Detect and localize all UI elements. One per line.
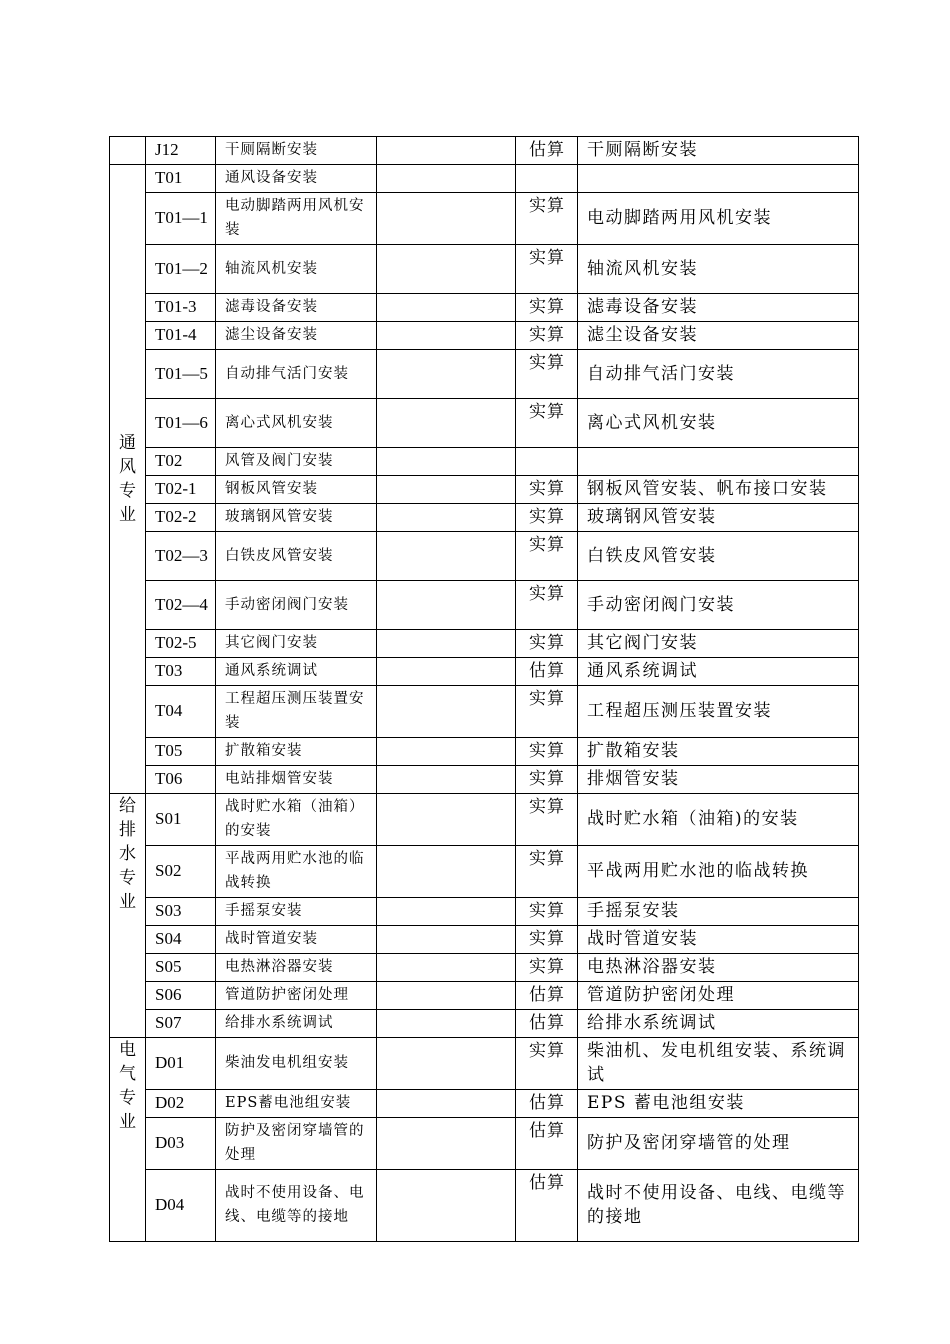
table-row xyxy=(110,245,859,294)
calc-method-cell: 实算 xyxy=(516,193,578,245)
table-row xyxy=(110,738,859,766)
item-name-cell: 管道防护密闭处理 xyxy=(216,982,377,1010)
item-code-cell: T01-3 xyxy=(146,294,216,322)
table-row xyxy=(110,898,859,926)
item-name-cell: 离心式风机安装 xyxy=(216,399,377,448)
blank-cell xyxy=(377,137,516,165)
blank-cell xyxy=(377,686,516,738)
item-code-cell: D01 xyxy=(146,1038,216,1090)
blank-cell xyxy=(377,1010,516,1038)
item-name-cell: 滤毒设备安装 xyxy=(216,294,377,322)
blank-cell xyxy=(377,193,516,245)
item-name-cell: 电热淋浴器安装 xyxy=(216,954,377,982)
group-cell-electrical xyxy=(110,1038,146,1242)
item-content-cell: 轴流风机安装 xyxy=(578,245,859,294)
item-name-cell: 白铁皮风管安装 xyxy=(216,532,377,581)
blank-cell xyxy=(377,581,516,630)
blank-cell xyxy=(377,1038,516,1090)
table-row xyxy=(110,982,859,1010)
blank-cell xyxy=(377,1118,516,1170)
calc-method-cell: 实算 xyxy=(516,1038,578,1090)
item-code-cell: T05 xyxy=(146,738,216,766)
blank-cell xyxy=(377,448,516,476)
table-row xyxy=(110,165,859,193)
item-content-cell: 玻璃钢风管安装 xyxy=(578,504,859,532)
table-row xyxy=(110,476,859,504)
item-code-cell: T04 xyxy=(146,686,216,738)
item-name-cell: EPS蓄电池组安装 xyxy=(216,1090,377,1118)
calc-method-cell: 估算 xyxy=(516,658,578,686)
table-row xyxy=(110,350,859,399)
item-name-cell: 风管及阀门安装 xyxy=(216,448,377,476)
calc-method-cell: 实算 xyxy=(516,504,578,532)
item-content-cell: 离心式风机安装 xyxy=(578,399,859,448)
blank-cell xyxy=(377,926,516,954)
item-code-cell: T02-5 xyxy=(146,630,216,658)
item-name-cell: 手动密闭阀门安装 xyxy=(216,581,377,630)
table-row xyxy=(110,1038,859,1090)
calc-method-cell: 实算 xyxy=(516,846,578,898)
item-name-cell: 钢板风管安装 xyxy=(216,476,377,504)
item-content-cell: 柴油机、发电机组安装、系统调试 xyxy=(578,1038,859,1090)
calc-method-cell: 实算 xyxy=(516,686,578,738)
blank-cell xyxy=(377,766,516,794)
item-code-cell: T01—1 xyxy=(146,193,216,245)
item-name-cell: 通风系统调试 xyxy=(216,658,377,686)
blank-cell xyxy=(377,504,516,532)
calc-method-cell: 实算 xyxy=(516,476,578,504)
blank-cell xyxy=(377,476,516,504)
table-row xyxy=(110,137,859,165)
calc-method-cell: 实算 xyxy=(516,766,578,794)
blank-cell xyxy=(377,350,516,399)
blank-cell xyxy=(377,399,516,448)
item-code-cell: J12 xyxy=(146,137,216,165)
table-row xyxy=(110,686,859,738)
blank-cell xyxy=(377,322,516,350)
item-content-cell: 白铁皮风管安装 xyxy=(578,532,859,581)
blank-cell xyxy=(377,630,516,658)
item-code-cell: T02-1 xyxy=(146,476,216,504)
item-name-cell: 轴流风机安装 xyxy=(216,245,377,294)
item-name-cell: 战时管道安装 xyxy=(216,926,377,954)
item-code-cell: T03 xyxy=(146,658,216,686)
item-code-cell: D02 xyxy=(146,1090,216,1118)
table-row xyxy=(110,1010,859,1038)
table-row xyxy=(110,766,859,794)
item-code-cell: T06 xyxy=(146,766,216,794)
item-code-cell: S06 xyxy=(146,982,216,1010)
item-content-cell: 通风系统调试 xyxy=(578,658,859,686)
group-label: 电气专业 xyxy=(119,1040,136,1132)
group-cell-ventilation xyxy=(110,165,146,794)
group-label: 通风专业 xyxy=(119,433,136,525)
calc-method-cell: 估算 xyxy=(516,1010,578,1038)
blank-cell xyxy=(377,1170,516,1242)
calc-method-cell: 估算 xyxy=(516,1118,578,1170)
item-code-cell: T01 xyxy=(146,165,216,193)
item-name-cell: 扩散箱安装 xyxy=(216,738,377,766)
item-content-cell xyxy=(578,165,859,193)
calc-method-cell: 实算 xyxy=(516,322,578,350)
item-content-cell: 其它阀门安装 xyxy=(578,630,859,658)
calc-method-cell: 实算 xyxy=(516,794,578,846)
calc-method-cell: 实算 xyxy=(516,350,578,399)
item-name-cell: 自动排气活门安装 xyxy=(216,350,377,399)
item-name-cell: 工程超压测压装置安装 xyxy=(216,686,377,738)
item-name-cell: 柴油发电机组安装 xyxy=(216,1038,377,1090)
calc-method-cell: 估算 xyxy=(516,137,578,165)
item-content-cell: 自动排气活门安装 xyxy=(578,350,859,399)
item-name-cell: 战时不使用设备、电线、电缆等的接地 xyxy=(216,1170,377,1242)
blank-cell xyxy=(377,982,516,1010)
item-name-cell: 滤尘设备安装 xyxy=(216,322,377,350)
table-row xyxy=(110,954,859,982)
calc-method-cell: 实算 xyxy=(516,581,578,630)
calc-method-cell: 实算 xyxy=(516,532,578,581)
item-code-cell: T02 xyxy=(146,448,216,476)
item-name-cell: 防护及密闭穿墙管的处理 xyxy=(216,1118,377,1170)
item-content-cell: 手动密闭阀门安装 xyxy=(578,581,859,630)
table-row xyxy=(110,926,859,954)
item-content-cell: 滤毒设备安装 xyxy=(578,294,859,322)
table-row xyxy=(110,193,859,245)
item-code-cell: S05 xyxy=(146,954,216,982)
item-content-cell: 电热淋浴器安装 xyxy=(578,954,859,982)
calc-method-cell: 估算 xyxy=(516,1170,578,1242)
item-name-cell: 玻璃钢风管安装 xyxy=(216,504,377,532)
item-content-cell: EPS 蓄电池组安装 xyxy=(578,1090,859,1118)
table-row xyxy=(110,532,859,581)
item-content-cell: 手摇泵安装 xyxy=(578,898,859,926)
engineering-item-table xyxy=(109,136,859,1242)
blank-cell xyxy=(377,794,516,846)
calc-method-cell: 实算 xyxy=(516,630,578,658)
item-name-cell: 其它阀门安装 xyxy=(216,630,377,658)
table-row xyxy=(110,1118,859,1170)
item-content-cell: 平战两用贮水池的临战转换 xyxy=(578,846,859,898)
calc-method-cell xyxy=(516,165,578,193)
group-cell-water xyxy=(110,794,146,1038)
item-code-cell: S03 xyxy=(146,898,216,926)
table-row xyxy=(110,504,859,532)
blank-cell xyxy=(377,294,516,322)
item-content-cell: 战时贮水箱（油箱)的安装 xyxy=(578,794,859,846)
blank-cell xyxy=(377,1090,516,1118)
item-code-cell: T01—2 xyxy=(146,245,216,294)
table-row xyxy=(110,448,859,476)
item-content-cell xyxy=(578,448,859,476)
item-code-cell: T01-4 xyxy=(146,322,216,350)
blank-cell xyxy=(377,846,516,898)
table-row xyxy=(110,399,859,448)
item-content-cell: 滤尘设备安装 xyxy=(578,322,859,350)
item-code-cell: T02—3 xyxy=(146,532,216,581)
item-content-cell: 钢板风管安装、帆布接口安装 xyxy=(578,476,859,504)
calc-method-cell: 估算 xyxy=(516,982,578,1010)
item-content-cell: 防护及密闭穿墙管的处理 xyxy=(578,1118,859,1170)
calc-method-cell: 实算 xyxy=(516,954,578,982)
table-row xyxy=(110,294,859,322)
item-content-cell: 管道防护密闭处理 xyxy=(578,982,859,1010)
item-name-cell: 干厕隔断安装 xyxy=(216,137,377,165)
item-code-cell: T01—5 xyxy=(146,350,216,399)
item-name-cell: 平战两用贮水池的临战转换 xyxy=(216,846,377,898)
item-code-cell: T01—6 xyxy=(146,399,216,448)
item-code-cell: S01 xyxy=(146,794,216,846)
item-content-cell: 干厕隔断安装 xyxy=(578,137,859,165)
blank-cell xyxy=(377,898,516,926)
calc-method-cell: 实算 xyxy=(516,738,578,766)
calc-method-cell: 实算 xyxy=(516,399,578,448)
table-row xyxy=(110,1090,859,1118)
blank-cell xyxy=(377,954,516,982)
item-name-cell: 电站排烟管安装 xyxy=(216,766,377,794)
group-label: 给排水专业 xyxy=(119,796,136,912)
table-row xyxy=(110,322,859,350)
calc-method-cell xyxy=(516,448,578,476)
item-content-cell: 排烟管安装 xyxy=(578,766,859,794)
blank-cell xyxy=(377,165,516,193)
blank-cell xyxy=(377,245,516,294)
blank-cell xyxy=(377,738,516,766)
item-content-cell: 给排水系统调试 xyxy=(578,1010,859,1038)
item-name-cell: 给排水系统调试 xyxy=(216,1010,377,1038)
table-row xyxy=(110,581,859,630)
item-name-cell: 通风设备安装 xyxy=(216,165,377,193)
item-name-cell: 电动脚踏两用风机安装 xyxy=(216,193,377,245)
table-row xyxy=(110,630,859,658)
item-content-cell: 电动脚踏两用风机安装 xyxy=(578,193,859,245)
calc-method-cell: 实算 xyxy=(516,245,578,294)
item-content-cell: 扩散箱安装 xyxy=(578,738,859,766)
table-row xyxy=(110,1170,859,1242)
item-code-cell: S02 xyxy=(146,846,216,898)
calc-method-cell: 估算 xyxy=(516,1090,578,1118)
group-cell-empty xyxy=(110,137,146,165)
table-row xyxy=(110,658,859,686)
calc-method-cell: 实算 xyxy=(516,926,578,954)
item-code-cell: D03 xyxy=(146,1118,216,1170)
table-row xyxy=(110,794,859,846)
item-code-cell: S04 xyxy=(146,926,216,954)
item-code-cell: T02—4 xyxy=(146,581,216,630)
item-content-cell: 战时不使用设备、电线、电缆等的接地 xyxy=(578,1170,859,1242)
calc-method-cell: 实算 xyxy=(516,898,578,926)
item-name-cell: 手摇泵安装 xyxy=(216,898,377,926)
item-code-cell: S07 xyxy=(146,1010,216,1038)
blank-cell xyxy=(377,532,516,581)
item-name-cell: 战时贮水箱（油箱）的安装 xyxy=(216,794,377,846)
calc-method-cell: 实算 xyxy=(516,294,578,322)
table-row xyxy=(110,846,859,898)
item-content-cell: 战时管道安装 xyxy=(578,926,859,954)
item-code-cell: T02-2 xyxy=(146,504,216,532)
blank-cell xyxy=(377,658,516,686)
item-code-cell: D04 xyxy=(146,1170,216,1242)
item-content-cell: 工程超压测压装置安装 xyxy=(578,686,859,738)
